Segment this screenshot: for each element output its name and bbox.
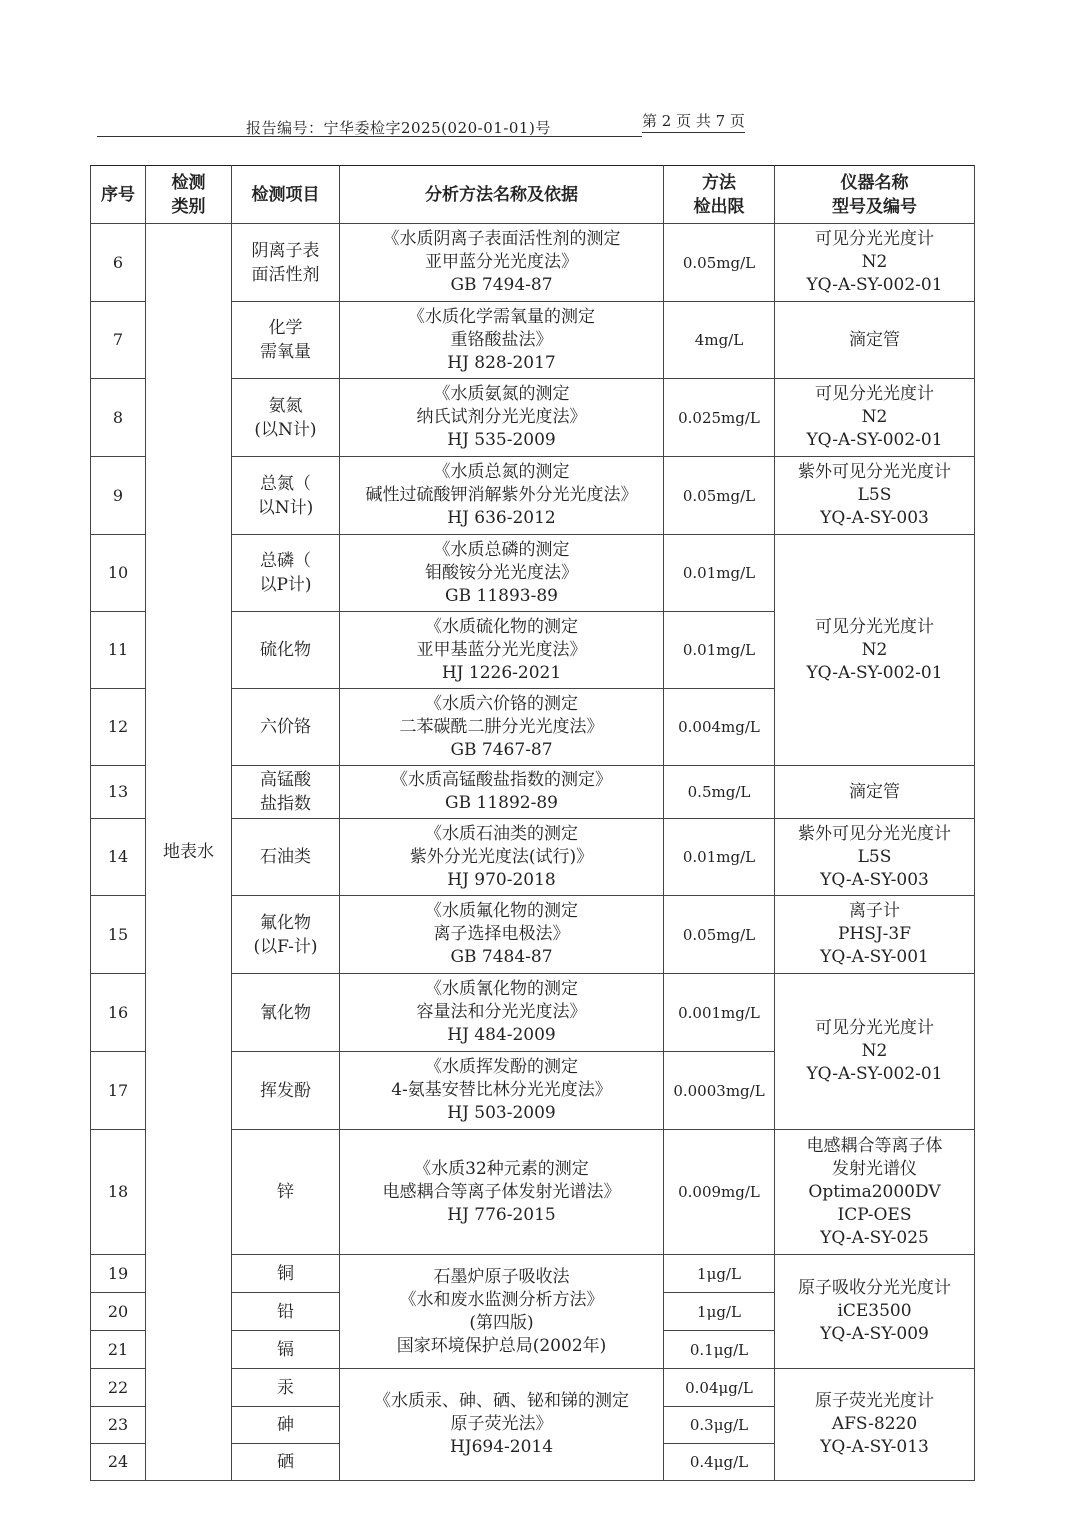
item-cell: 氰化物	[232, 974, 340, 1052]
limit-cell: 1μg/L	[664, 1255, 775, 1293]
limit-cell: 1μg/L	[664, 1293, 775, 1331]
category-cell: 地表水	[146, 224, 232, 1481]
method-cell: 《水质阴离子表面活性剂的测定 亚甲蓝分光光度法》 GB 7494-87	[340, 224, 664, 302]
item-cell: 铅	[232, 1293, 340, 1331]
instrument-cell: 电感耦合等离子体 发射光谱仪 Optima2000DV ICP-OES YQ-A-SY-025	[775, 1130, 975, 1255]
instrument-cell: 可见分光光度计 N2 YQ-A-SY-002-01	[775, 535, 975, 766]
method-cell: 《水质六价铬的测定 二苯碳酰二肼分光光度法》 GB 7467-87	[340, 689, 664, 766]
item-cell: 镉	[232, 1331, 340, 1369]
instrument-cell: 可见分光光度计 N2 YQ-A-SY-002-01	[775, 974, 975, 1130]
item-cell: 总氮（ 以N计)	[232, 457, 340, 535]
item-cell: 氟化物 (以F-计)	[232, 896, 340, 974]
method-cell: 《水质硫化物的测定 亚甲基蓝分光光度法》 HJ 1226-2021	[340, 612, 664, 689]
instrument-cell: 滴定管	[775, 302, 975, 379]
item-cell: 砷	[232, 1407, 340, 1444]
seq-cell: 24	[91, 1444, 146, 1481]
seq-cell: 21	[91, 1331, 146, 1369]
limit-cell: 0.3μg/L	[664, 1407, 775, 1444]
col-header-seq: 序号	[91, 166, 146, 224]
seq-cell: 17	[91, 1052, 146, 1130]
item-cell: 硒	[232, 1444, 340, 1481]
item-cell: 高锰酸 盐指数	[232, 766, 340, 819]
item-cell: 挥发酚	[232, 1052, 340, 1130]
seq-cell: 10	[91, 535, 146, 612]
limit-cell: 0.4μg/L	[664, 1444, 775, 1481]
limit-cell: 0.01mg/L	[664, 612, 775, 689]
method-cell: 《水质石油类的测定 紫外分光光度法(试行)》 HJ 970-2018	[340, 819, 664, 896]
instrument-cell: 紫外可见分光光度计 L5S YQ-A-SY-003	[775, 819, 975, 896]
item-cell: 硫化物	[232, 612, 340, 689]
col-header-category: 检测 类别	[146, 166, 232, 224]
seq-cell: 20	[91, 1293, 146, 1331]
seq-cell: 16	[91, 974, 146, 1052]
item-cell: 化学 需氧量	[232, 302, 340, 379]
item-cell: 锌	[232, 1130, 340, 1255]
seq-cell: 12	[91, 689, 146, 766]
instrument-cell: 紫外可见分光光度计 L5S YQ-A-SY-003	[775, 457, 975, 535]
method-cell: 《水质氰化物的测定 容量法和分光光度法》 HJ 484-2009	[340, 974, 664, 1052]
col-header-item: 检测项目	[232, 166, 340, 224]
item-cell: 氨氮 (以N计)	[232, 379, 340, 457]
item-cell: 六价铬	[232, 689, 340, 766]
seq-cell: 13	[91, 766, 146, 819]
seq-cell: 14	[91, 819, 146, 896]
limit-cell: 0.001mg/L	[664, 974, 775, 1052]
method-cell: 《水质高锰酸盐指数的测定》 GB 11892-89	[340, 766, 664, 819]
test-methods-table	[90, 165, 975, 1481]
col-header-method: 分析方法名称及依据	[340, 166, 664, 224]
method-cell: 石墨炉原子吸收法 《水和废水监测分析方法》 (第四版) 国家环境保护总局(2002年)	[340, 1255, 664, 1369]
seq-cell: 8	[91, 379, 146, 457]
seq-cell: 6	[91, 224, 146, 302]
page-info: 第 2 页 共 7 页	[642, 110, 745, 133]
seq-cell: 11	[91, 612, 146, 689]
limit-cell: 0.01mg/L	[664, 819, 775, 896]
limit-cell: 0.025mg/L	[664, 379, 775, 457]
limit-cell: 0.04μg/L	[664, 1369, 775, 1407]
seq-cell: 22	[91, 1369, 146, 1407]
seq-cell: 15	[91, 896, 146, 974]
limit-cell: 0.05mg/L	[664, 896, 775, 974]
limit-cell: 0.0003mg/L	[664, 1052, 775, 1130]
method-cell: 《水质32种元素的测定 电感耦合等离子体发射光谱法》 HJ 776-2015	[340, 1130, 664, 1255]
col-header-instrument: 仪器名称 型号及编号	[775, 166, 975, 224]
col-header-limit: 方法 检出限	[664, 166, 775, 224]
limit-cell: 0.1μg/L	[664, 1331, 775, 1369]
item-cell: 石油类	[232, 819, 340, 896]
seq-cell: 7	[91, 302, 146, 379]
limit-cell: 0.05mg/L	[664, 457, 775, 535]
limit-cell: 0.004mg/L	[664, 689, 775, 766]
seq-cell: 19	[91, 1255, 146, 1293]
method-cell: 《水质总氮的测定 碱性过硫酸钾消解紫外分光光度法》 HJ 636-2012	[340, 457, 664, 535]
item-cell: 阴离子表 面活性剂	[232, 224, 340, 302]
instrument-cell: 原子荧光光度计 AFS-8220 YQ-A-SY-013	[775, 1369, 975, 1481]
limit-cell: 0.01mg/L	[664, 535, 775, 612]
seq-cell: 18	[91, 1130, 146, 1255]
method-cell: 《水质氨氮的测定 纳氏试剂分光光度法》 HJ 535-2009	[340, 379, 664, 457]
limit-cell: 0.05mg/L	[664, 224, 775, 302]
instrument-cell: 可见分光光度计 N2 YQ-A-SY-002-01	[775, 224, 975, 302]
item-cell: 铜	[232, 1255, 340, 1293]
instrument-cell: 离子计 PHSJ-3F YQ-A-SY-001	[775, 896, 975, 974]
table-row	[91, 224, 975, 302]
instrument-cell: 滴定管	[775, 766, 975, 819]
method-cell: 《水质挥发酚的测定 4-氨基安替比林分光光度法》 HJ 503-2009	[340, 1052, 664, 1130]
limit-cell: 0.009mg/L	[664, 1130, 775, 1255]
method-cell: 《水质氟化物的测定 离子选择电极法》 GB 7484-87	[340, 896, 664, 974]
method-cell: 《水质化学需氧量的测定 重铬酸盐法》 HJ 828-2017	[340, 302, 664, 379]
instrument-cell: 原子吸收分光光度计 iCE3500 YQ-A-SY-009	[775, 1255, 975, 1369]
item-cell: 总磷（ 以P计)	[232, 535, 340, 612]
instrument-cell: 可见分光光度计 N2 YQ-A-SY-002-01	[775, 379, 975, 457]
report-number: 报告编号：宁华委检字2025(020-01-01)号	[246, 119, 551, 137]
item-cell: 汞	[232, 1369, 340, 1407]
limit-cell: 0.5mg/L	[664, 766, 775, 819]
method-cell: 《水质汞、砷、硒、铋和锑的测定 原子荧光法》 HJ694-2014	[340, 1369, 664, 1481]
limit-cell: 4mg/L	[664, 302, 775, 379]
seq-cell: 9	[91, 457, 146, 535]
seq-cell: 23	[91, 1407, 146, 1444]
method-cell: 《水质总磷的测定 钼酸铵分光光度法》 GB 11893-89	[340, 535, 664, 612]
